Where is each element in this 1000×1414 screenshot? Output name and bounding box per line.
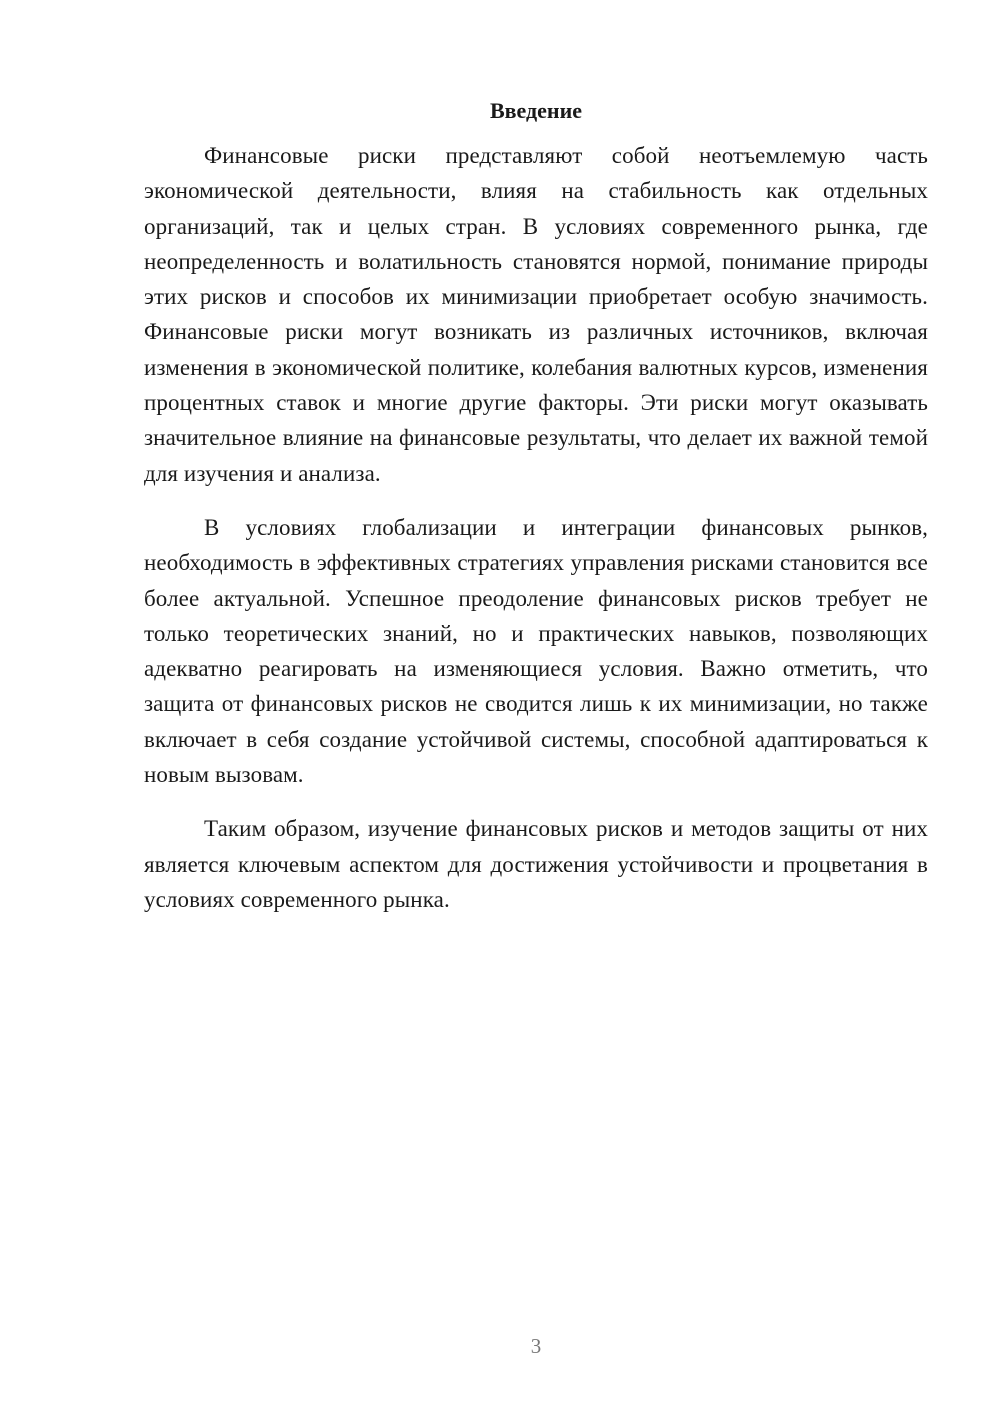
page-number: 3	[530, 1334, 542, 1358]
page-content	[144, 96, 928, 917]
paragraph-3: Таким образом, изучение финансовых рисков и методов защиты от них является ключевым аспектом для достижения устойчивости и процветания в условиях современного рынка.	[144, 816, 928, 912]
section-heading: Введение	[489, 98, 583, 123]
paragraph-2: В условиях глобализации и интеграции финансовых рынков, необходимость в эффективных стратегиях управления рисками становится все более актуальной. Успешное преодоление финансовых рисков требует не только теоретических знаний, но и практических навыков, позволяющих адекватно реагировать на изменяющиеся условия. Важно отметить, что защита от финансовых рисков не сводится лишь к их минимизации, но также включает в себя создание устойчивой системы, способной адаптироваться к новым вызовам.	[144, 514, 928, 788]
paragraph-1: Финансовые риски представляют собой неотъемлемую часть экономической деятельности, влияя на стабильность как отдельных организаций, так и целых стран. В условиях современного рынка, где неопределенность и волатильность становятся нормой, понимание природы этих рисков и способов их минимизации приобретает особую значимость. Финансовые риски могут возникать из различных источников, включая изменения в экономической политике, колебания валютных курсов, изменения процентных ставок и многие другие факторы. Эти риски могут оказывать значительное влияние на финансовые результаты, что делает их важной темой для изучения и анализа.	[144, 143, 928, 486]
